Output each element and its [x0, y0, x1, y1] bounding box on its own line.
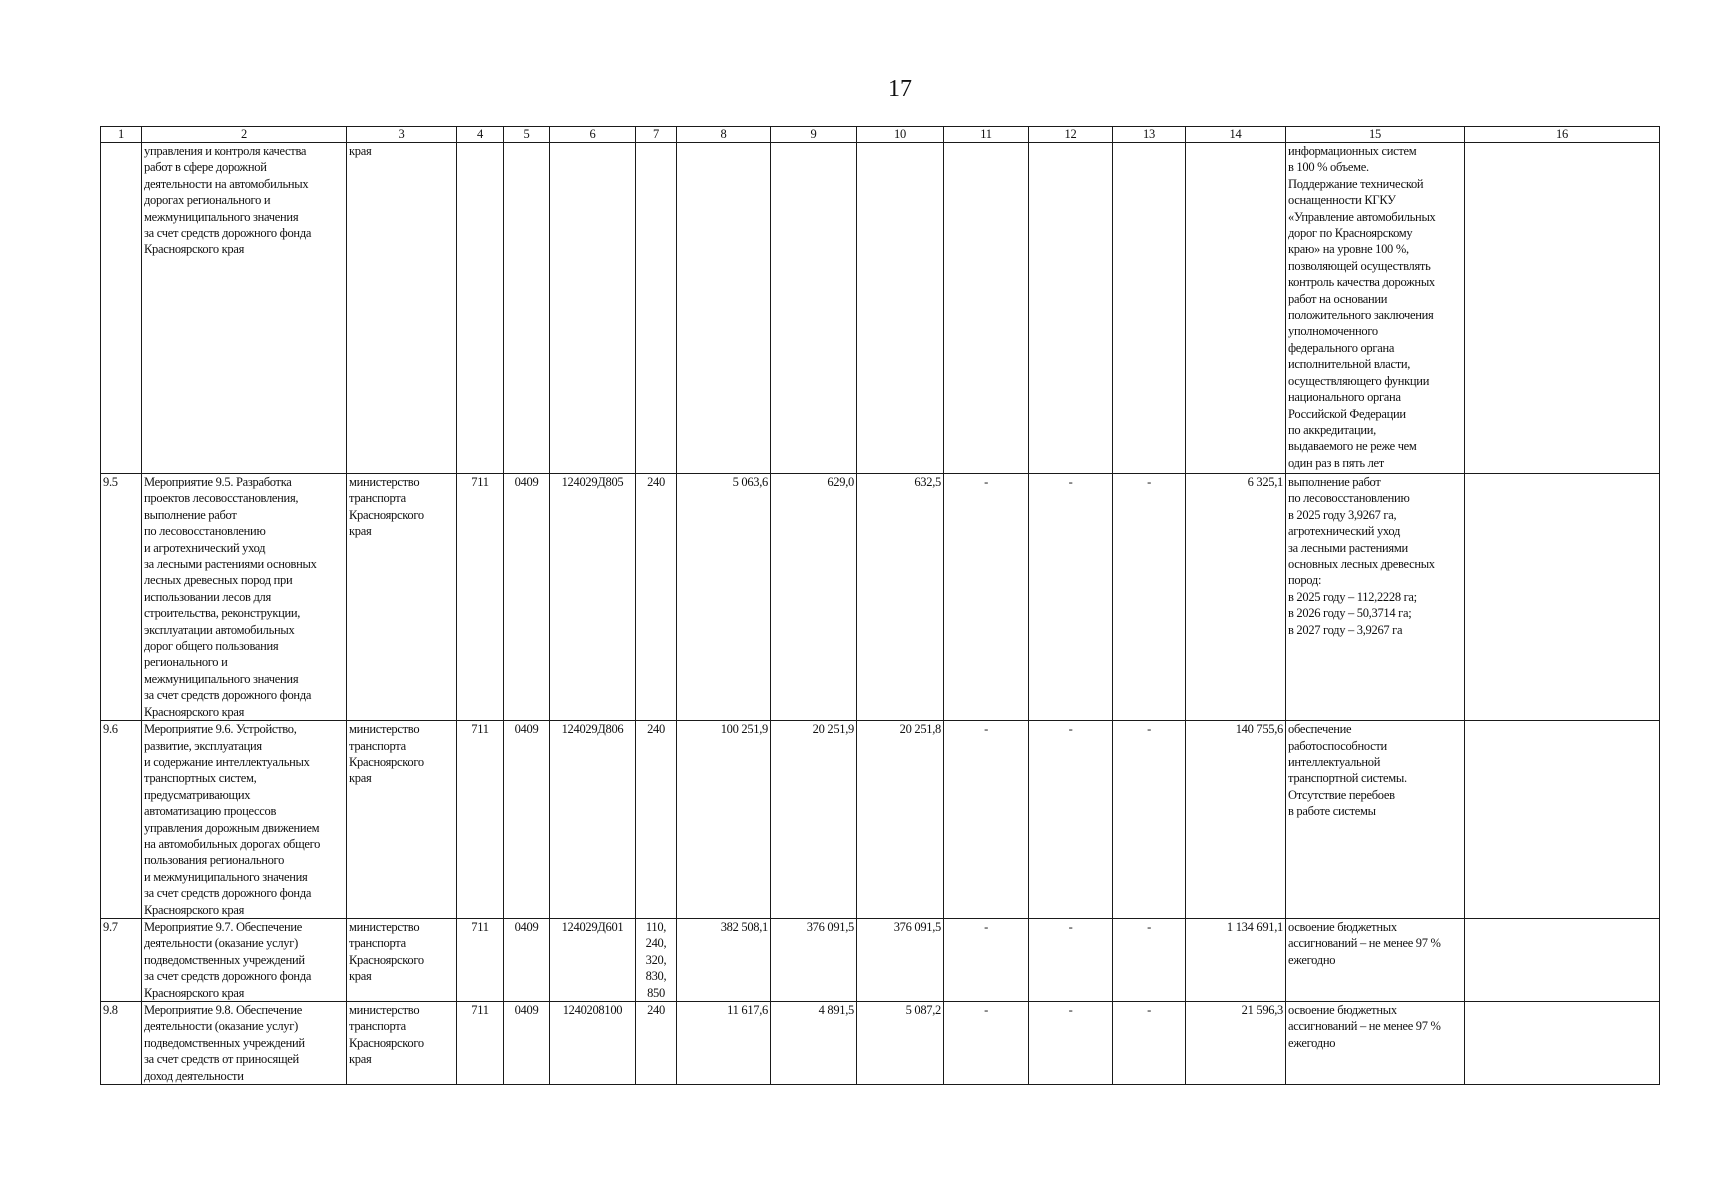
grbs-code: 711 — [457, 474, 504, 721]
amount-2025: 11 617,6 — [677, 1002, 771, 1085]
col-11-value — [944, 143, 1029, 474]
col-11-value: - — [944, 1002, 1029, 1085]
amount-total: 140 755,6 — [1186, 721, 1286, 919]
row-number: 9.5 — [101, 474, 142, 721]
col-header: 14 — [1186, 127, 1286, 143]
col-header: 8 — [677, 127, 771, 143]
amount-2025: 100 251,9 — [677, 721, 771, 919]
activity-name: Мероприятие 9.5. Разработка проектов лесовосстановления, выполнение работ по лесовосстановлению и агротехнический уход за лесными растениями основных лесных древесных пород при использовании лесов для строительства, реконструкции, эксплуатации автомобильных дорог общего пользования регионального и межмуниципального значения за счет средств дорожного фонда Красноярского края — [142, 474, 347, 721]
expected-result: информационных систем в 100 % объеме. Поддержание технической оснащенности КГКУ «Управление автомобильных дорог по Красноярскому краю» на уровне 100 %, позволяющей осуществлять контроль качества дорожных работ на основании положительного заключения уполномоченного федерального органа исполнительной власти, осуществляющего функции национального органа Российской Федерации по аккредитации, выдаваемого не реже чем один раз в пять лет — [1286, 143, 1465, 474]
activity-name: Мероприятие 9.7. Обеспечение деятельности (оказание услуг) подведомственных учреждений за счет средств дорожного фонда Красноярского края — [142, 918, 347, 1001]
col-header: 10 — [857, 127, 944, 143]
col-header: 6 — [550, 127, 636, 143]
executor: министерство транспорта Красноярского края — [347, 918, 457, 1001]
csr-code — [550, 143, 636, 474]
csr-code: 124029Д805 — [550, 474, 636, 721]
col-16-value — [1465, 721, 1660, 919]
col-13-value: - — [1113, 721, 1186, 919]
row-number: 9.7 — [101, 918, 142, 1001]
row-number: 9.6 — [101, 721, 142, 919]
amount-2026: 376 091,5 — [771, 918, 857, 1001]
grbs-code: 711 — [457, 918, 504, 1001]
amount-2025 — [677, 143, 771, 474]
grbs-code — [457, 143, 504, 474]
amount-2027: 5 087,2 — [857, 1002, 944, 1085]
col-header: 9 — [771, 127, 857, 143]
amount-total: 6 325,1 — [1186, 474, 1286, 721]
col-header: 12 — [1029, 127, 1113, 143]
vr-code: 110, 240, 320, 830, 850 — [636, 918, 677, 1001]
amount-total: 1 134 691,1 — [1186, 918, 1286, 1001]
table-row — [101, 474, 1660, 721]
col-16-value — [1465, 143, 1660, 474]
rzpr-code: 0409 — [504, 474, 550, 721]
col-16-value — [1465, 918, 1660, 1001]
grbs-code: 711 — [457, 721, 504, 919]
col-13-value — [1113, 143, 1186, 474]
amount-2025: 382 508,1 — [677, 918, 771, 1001]
table-row — [101, 143, 1660, 474]
amount-2025: 5 063,6 — [677, 474, 771, 721]
col-header: 1 — [101, 127, 142, 143]
column-number-row — [101, 127, 1660, 143]
col-13-value: - — [1113, 474, 1186, 721]
col-12-value: - — [1029, 721, 1113, 919]
expected-result: выполнение работ по лесовосстановлению в 2025 году 3,9267 га, агротехнический уход за лесными растениями основных лесных древесных пород: в 2025 году – 112,2228 га; в 2026 году – 50,3714 га; в 2027 году – 3,9267 га — [1286, 474, 1465, 721]
amount-2026: 20 251,9 — [771, 721, 857, 919]
table-row — [101, 918, 1660, 1001]
col-header: 2 — [142, 127, 347, 143]
rzpr-code: 0409 — [504, 918, 550, 1001]
executor: края — [347, 143, 457, 474]
rzpr-code — [504, 143, 550, 474]
program-table — [100, 126, 1660, 1085]
amount-2026 — [771, 143, 857, 474]
table-row — [101, 1002, 1660, 1085]
col-header: 3 — [347, 127, 457, 143]
amount-total — [1186, 143, 1286, 474]
expected-result: освоение бюджетных ассигнований – не менее 97 % ежегодно — [1286, 1002, 1465, 1085]
row-number: 9.8 — [101, 1002, 142, 1085]
rzpr-code: 0409 — [504, 1002, 550, 1085]
col-11-value: - — [944, 918, 1029, 1001]
col-header: 7 — [636, 127, 677, 143]
col-11-value: - — [944, 474, 1029, 721]
col-13-value: - — [1113, 918, 1186, 1001]
expected-result: обеспечение работоспособности интеллектуальной транспортной системы. Отсутствие перебоев в работе системы — [1286, 721, 1465, 919]
col-16-value — [1465, 1002, 1660, 1085]
col-header: 11 — [944, 127, 1029, 143]
amount-total: 21 596,3 — [1186, 1002, 1286, 1085]
executor: министерство транспорта Красноярского края — [347, 1002, 457, 1085]
csr-code: 1240208100 — [550, 1002, 636, 1085]
vr-code: 240 — [636, 721, 677, 919]
amount-2027: 632,5 — [857, 474, 944, 721]
col-header: 15 — [1286, 127, 1465, 143]
amount-2026: 4 891,5 — [771, 1002, 857, 1085]
amount-2027: 376 091,5 — [857, 918, 944, 1001]
col-12-value: - — [1029, 1002, 1113, 1085]
col-12-value: - — [1029, 918, 1113, 1001]
col-header: 13 — [1113, 127, 1186, 143]
vr-code: 240 — [636, 474, 677, 721]
activity-name: Мероприятие 9.8. Обеспечение деятельности (оказание услуг) подведомственных учреждений за счет средств от приносящей доход деятельности — [142, 1002, 347, 1085]
table-row — [101, 721, 1660, 919]
col-header: 5 — [504, 127, 550, 143]
amount-2027 — [857, 143, 944, 474]
activity-name: управления и контроля качества работ в сфере дорожной деятельности на автомобильных дорогах регионального и межмуниципального значения за счет средств дорожного фонда Красноярского края — [142, 143, 347, 474]
expected-result: освоение бюджетных ассигнований – не менее 97 % ежегодно — [1286, 918, 1465, 1001]
vr-code: 240 — [636, 1002, 677, 1085]
col-12-value: - — [1029, 474, 1113, 721]
col-13-value: - — [1113, 1002, 1186, 1085]
col-12-value — [1029, 143, 1113, 474]
page-number: 17 — [888, 76, 912, 102]
amount-2026: 629,0 — [771, 474, 857, 721]
row-number — [101, 143, 142, 474]
col-header: 16 — [1465, 127, 1660, 143]
executor: министерство транспорта Красноярского края — [347, 474, 457, 721]
rzpr-code: 0409 — [504, 721, 550, 919]
col-16-value — [1465, 474, 1660, 721]
activity-name: Мероприятие 9.6. Устройство, развитие, эксплуатация и содержание интеллектуальных транспортных систем, предусматривающих автоматизацию процессов управления дорожным движением на автомобильных дорогах общего пользования регионального и межмуниципального значения за счет средств дорожного фонда Красноярского края — [142, 721, 347, 919]
csr-code: 124029Д601 — [550, 918, 636, 1001]
csr-code: 124029Д806 — [550, 721, 636, 919]
amount-2027: 20 251,8 — [857, 721, 944, 919]
executor: министерство транспорта Красноярского края — [347, 721, 457, 919]
vr-code — [636, 143, 677, 474]
grbs-code: 711 — [457, 1002, 504, 1085]
col-header: 4 — [457, 127, 504, 143]
col-11-value: - — [944, 721, 1029, 919]
